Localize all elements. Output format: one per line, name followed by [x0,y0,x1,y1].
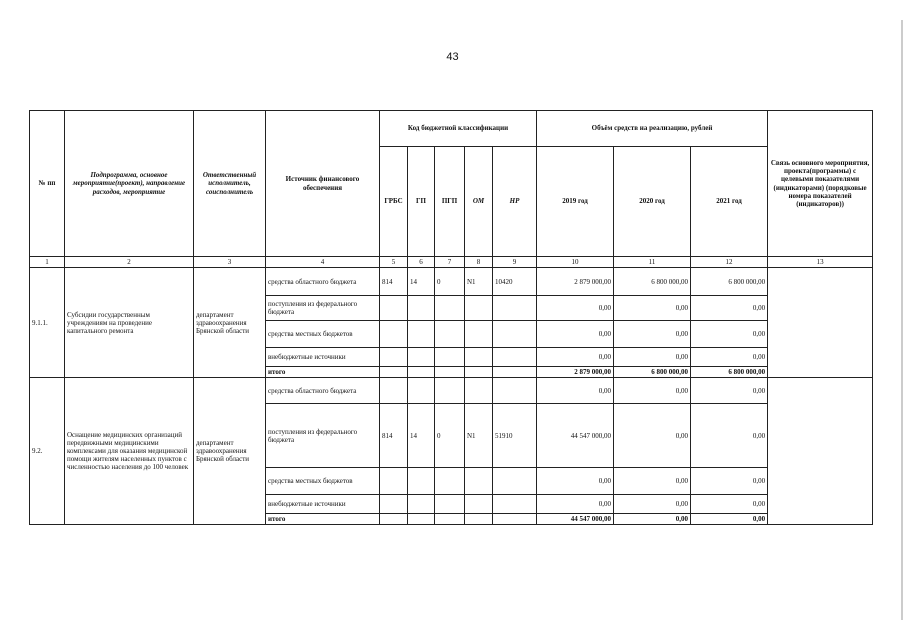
amount-2019: 2 879 000,00 [537,268,614,296]
code-gp [408,296,435,321]
total-label: итого [266,514,380,525]
code-gp: 14 [408,404,435,468]
code-om: N1 [465,268,493,296]
header-responsible: Ответственный исполнитель, соисполнитель [194,111,266,257]
responsible-executor: департамент здравоохранения Брянской области [194,378,266,525]
amount-2020: 0,00 [614,404,691,468]
col-num: 11 [614,257,691,268]
empty-cell [408,514,435,525]
amount-2019: 0,00 [537,321,614,348]
code-om [465,348,493,367]
code-nr: 10420 [493,268,537,296]
empty-cell [435,514,465,525]
amount-2019: 0,00 [537,296,614,321]
code-nr [493,296,537,321]
table-row [30,378,873,404]
row-number: 9.2. [30,378,65,525]
col-num: 3 [194,257,266,268]
header-code-om: ОМ [465,147,493,257]
measure-name: Субсидии государственным учреждениям на проведение капитального ремонта [65,268,194,378]
empty-cell [408,367,435,378]
col-num: 8 [465,257,493,268]
responsible-executor: департамент здравоохранения Брянской области [194,268,266,378]
col-num: 12 [691,257,768,268]
code-pgp [435,468,465,495]
header-code-gp: ГП [408,147,435,257]
funding-source: поступления из федерального бюджета [266,404,380,468]
amount-2021: 0,00 [691,296,768,321]
header-amount-group: Объём средств на реализацию, рублей [537,111,768,147]
amount-2020: 0,00 [614,378,691,404]
amount-2020: 0,00 [614,348,691,367]
col-num: 1 [30,257,65,268]
amount-2021: 6 800 000,00 [691,268,768,296]
empty-cell [380,514,408,525]
column-number-row [30,257,873,268]
empty-cell [435,367,465,378]
code-pgp: 0 [435,268,465,296]
code-nr [493,321,537,348]
amount-2020: 6 800 000,00 [614,268,691,296]
budget-table [29,110,873,525]
col-num: 5 [380,257,408,268]
header-source: Источник финансового обеспечения [266,111,380,257]
total-label: итого [266,367,380,378]
code-nr [493,378,537,404]
code-nr [493,468,537,495]
measure-name: Оснащение медицинских организаций передвижными медицинскими комплексами для оказания медицинской помощи жителям населенных пунктов с численностью населения до 100 человек [65,378,194,525]
total-2021: 0,00 [691,514,768,525]
header-year-2020: 2020 год [614,147,691,257]
amount-2021: 0,00 [691,495,768,514]
header-code-grbs: ГРБС [380,147,408,257]
code-gp [408,468,435,495]
header-year-2021: 2021 год [691,147,768,257]
amount-2019: 0,00 [537,378,614,404]
code-nr [493,348,537,367]
total-2019: 2 879 000,00 [537,367,614,378]
code-pgp [435,378,465,404]
indicator-link [768,378,873,525]
code-pgp: 0 [435,404,465,468]
funding-source: поступления из федерального бюджета [266,296,380,321]
total-2020: 0,00 [614,514,691,525]
funding-source: средства местных бюджетов [266,321,380,348]
empty-cell [465,514,493,525]
code-om [465,321,493,348]
amount-2020: 0,00 [614,495,691,514]
page-number: 43 [446,51,459,63]
header-subprogram: Подпрограмма, основное мероприятие(проект), направление расходов, мероприятие [65,111,194,257]
header-no: № пп [30,111,65,257]
col-num: 7 [435,257,465,268]
code-grbs [380,296,408,321]
amount-2021: 0,00 [691,404,768,468]
empty-cell [493,367,537,378]
code-om [465,378,493,404]
code-gp [408,495,435,514]
code-pgp [435,296,465,321]
code-grbs [380,468,408,495]
col-num: 9 [493,257,537,268]
code-grbs [380,378,408,404]
amount-2019: 0,00 [537,348,614,367]
table-row [30,268,873,296]
col-num: 4 [266,257,380,268]
amount-2020: 0,00 [614,321,691,348]
code-grbs [380,348,408,367]
empty-cell [465,367,493,378]
code-grbs: 814 [380,404,408,468]
header-year-2019: 2019 год [537,147,614,257]
amount-2019: 0,00 [537,495,614,514]
code-gp [408,348,435,367]
amount-2020: 0,00 [614,468,691,495]
amount-2019: 44 547 000,00 [537,404,614,468]
code-gp [408,378,435,404]
amount-2021: 0,00 [691,468,768,495]
total-2020: 6 800 000,00 [614,367,691,378]
funding-source: внебюджетные источники [266,348,380,367]
code-grbs: 814 [380,268,408,296]
funding-source: средства местных бюджетов [266,468,380,495]
indicator-link [768,268,873,378]
code-grbs [380,321,408,348]
header-budget-code-group: Код бюджетной классификации [380,111,537,147]
code-om [465,296,493,321]
amount-2021: 0,00 [691,348,768,367]
col-num: 10 [537,257,614,268]
header-link: Связь основного мероприятия, проекта(программы) с целевыми показателями (индикаторами) (порядковые номера показателей (индикаторов)) [768,111,873,257]
total-2019: 44 547 000,00 [537,514,614,525]
col-num: 13 [768,257,873,268]
funding-source: средства областного бюджета [266,268,380,296]
col-num: 2 [65,257,194,268]
header-row-1 [30,111,873,147]
amount-2021: 0,00 [691,321,768,348]
scan-edge-shadow [901,20,903,620]
header-code-nr: НР [493,147,537,257]
code-om [465,468,493,495]
code-pgp [435,348,465,367]
code-nr: 51910 [493,404,537,468]
empty-cell [493,514,537,525]
header-code-pgp: ПГП [435,147,465,257]
amount-2020: 0,00 [614,296,691,321]
code-pgp [435,495,465,514]
funding-source: внебюджетные источники [266,495,380,514]
funding-source: средства областного бюджета [266,378,380,404]
code-gp: 14 [408,268,435,296]
row-number: 9.1.1. [30,268,65,378]
code-nr [493,495,537,514]
empty-cell [380,367,408,378]
code-om: N1 [465,404,493,468]
code-pgp [435,321,465,348]
col-num: 6 [408,257,435,268]
code-gp [408,321,435,348]
code-om [465,495,493,514]
amount-2021: 0,00 [691,378,768,404]
code-grbs [380,495,408,514]
total-2021: 6 800 000,00 [691,367,768,378]
amount-2019: 0,00 [537,468,614,495]
